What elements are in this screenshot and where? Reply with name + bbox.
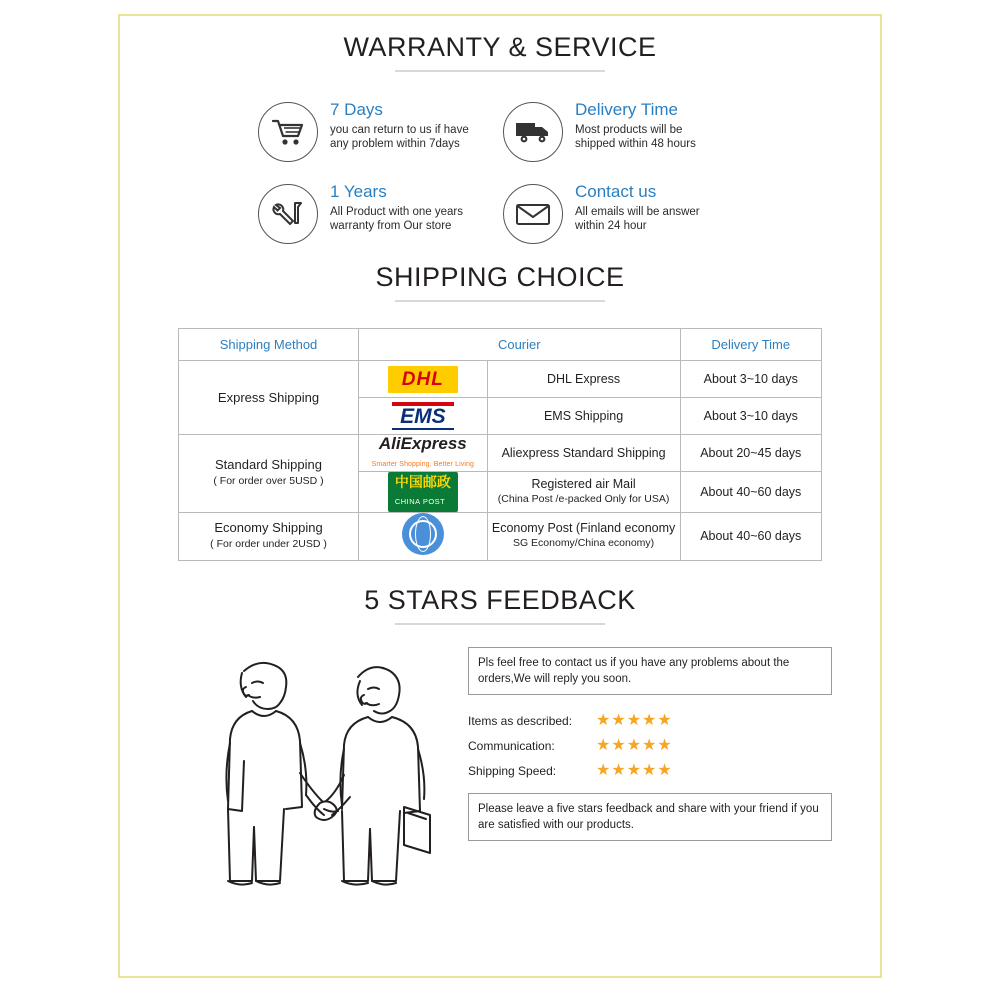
ems-logo: EMS bbox=[392, 402, 454, 430]
warranty-item-head: Contact us bbox=[575, 182, 657, 201]
warranty-row bbox=[258, 180, 882, 244]
cell-time: About 3~10 days bbox=[680, 398, 821, 435]
shipping-title: SHIPPING CHOICE bbox=[375, 262, 625, 292]
aliexpress-logo-text: AliExpress bbox=[378, 434, 467, 454]
warranty-item-head: 7 Days bbox=[330, 100, 383, 119]
china-post-logo bbox=[388, 472, 458, 512]
col-header-time: Delivery Time bbox=[680, 329, 821, 361]
feedback-right bbox=[458, 647, 832, 902]
col-header-courier: Courier bbox=[359, 329, 680, 361]
col-header-method: Shipping Method bbox=[179, 329, 359, 361]
cell-method-main: Standard Shipping bbox=[215, 457, 322, 473]
cell-courier: Aliexpress Standard Shipping bbox=[487, 435, 680, 472]
rating-label: Communication: bbox=[468, 738, 555, 753]
rating-stars: ★★★★★ bbox=[596, 711, 673, 729]
rating-label: Shipping Speed: bbox=[468, 763, 557, 778]
aliexpress-logo bbox=[372, 435, 474, 471]
warranty-item-7days bbox=[258, 98, 503, 162]
rating-row-shipping-speed bbox=[468, 763, 832, 779]
warranty-item-contact-us bbox=[503, 180, 748, 244]
feedback-body bbox=[118, 647, 882, 902]
warranty-row bbox=[258, 98, 882, 162]
cell-logo-dhl bbox=[359, 361, 488, 398]
shipping-section bbox=[118, 262, 882, 561]
cell-logo-aliexpress bbox=[359, 435, 488, 472]
cell-time: About 3~10 days bbox=[680, 361, 821, 398]
table-row bbox=[179, 512, 822, 560]
cell-method bbox=[179, 512, 359, 560]
warranty-item-1year bbox=[258, 180, 503, 244]
page-content bbox=[118, 14, 882, 978]
rating-stars: ★★★★★ bbox=[596, 761, 673, 779]
title-divider bbox=[395, 70, 605, 72]
cell-courier bbox=[487, 472, 680, 513]
un-globe-logo bbox=[402, 513, 444, 555]
cell-time: About 40~60 days bbox=[680, 472, 821, 513]
cell-courier-main: Economy Post (Finland economy bbox=[491, 521, 676, 536]
shopping-cart-icon bbox=[258, 102, 318, 162]
handshake-illustration bbox=[208, 647, 458, 902]
cell-courier bbox=[487, 512, 680, 560]
cell-logo-un bbox=[359, 512, 488, 560]
cell-method-note: ( For order under 2USD ) bbox=[210, 538, 327, 551]
table-row bbox=[179, 361, 822, 398]
warranty-item-sub: you can return to us if have any problem within 7days bbox=[330, 124, 469, 150]
rating-row-communication bbox=[468, 738, 832, 754]
dhl-logo: DHL bbox=[388, 366, 458, 393]
cell-method: Express Shipping bbox=[179, 361, 359, 435]
cell-logo-china-post bbox=[359, 472, 488, 513]
rating-stars: ★★★★★ bbox=[596, 736, 673, 754]
warranty-item-sub: All Product with one years warranty from Our store bbox=[330, 206, 463, 232]
cell-courier-note: (China Post /e-packed Only for USA) bbox=[497, 492, 670, 505]
table-header-row bbox=[179, 329, 822, 361]
title-divider bbox=[395, 300, 605, 302]
warranty-item-sub: All emails will be answer within 24 hour bbox=[575, 206, 700, 232]
warranty-item-text bbox=[330, 98, 480, 151]
aliexpress-logo-tagline: Smarter Shopping, Better Living bbox=[371, 460, 474, 468]
tools-icon bbox=[258, 184, 318, 244]
table-row bbox=[179, 435, 822, 472]
feedback-ratings bbox=[468, 713, 832, 779]
china-post-logo-text: 中国邮政 bbox=[394, 474, 451, 490]
warranty-item-delivery-time bbox=[503, 98, 748, 162]
cell-method bbox=[179, 435, 359, 513]
cell-courier: EMS Shipping bbox=[487, 398, 680, 435]
cell-time: About 20~45 days bbox=[680, 435, 821, 472]
china-post-logo-sub: CHINA POST bbox=[394, 496, 446, 506]
warranty-item-text bbox=[575, 98, 725, 151]
cell-time: About 40~60 days bbox=[680, 512, 821, 560]
shipping-table bbox=[178, 328, 822, 561]
cell-logo-ems bbox=[359, 398, 488, 435]
delivery-truck-icon bbox=[503, 102, 563, 162]
warranty-item-head: Delivery Time bbox=[575, 100, 678, 119]
feedback-section bbox=[118, 585, 882, 902]
feedback-title: 5 STARS FEEDBACK bbox=[364, 584, 636, 615]
warranty-item-head: 1 Years bbox=[330, 182, 387, 201]
cell-method-main: Economy Shipping bbox=[214, 520, 323, 536]
envelope-icon bbox=[503, 184, 563, 244]
rating-label: Items as described: bbox=[468, 713, 573, 728]
title-divider bbox=[395, 623, 605, 625]
cell-courier: DHL Express bbox=[487, 361, 680, 398]
rating-row-items-as-described bbox=[468, 713, 832, 729]
warranty-item-sub: Most products will be shipped within 48 hours bbox=[575, 124, 696, 150]
feedback-top-note: Pls feel free to contact us if you have any problems about the orders,We will reply you soon. bbox=[468, 647, 832, 695]
warranty-item-text bbox=[575, 180, 725, 233]
warranty-grid bbox=[118, 98, 882, 244]
warranty-section bbox=[118, 14, 882, 244]
warranty-title: WARRANTY & SERVICE bbox=[343, 32, 657, 62]
cell-courier-main: Registered air Mail bbox=[531, 476, 636, 491]
feedback-bottom-note: Please leave a five stars feedback and share with your friend if you are satisfied with our products. bbox=[468, 793, 832, 841]
cell-courier-note: SG Economy/China economy) bbox=[512, 537, 655, 550]
shipping-table-wrap bbox=[118, 328, 882, 561]
warranty-item-text bbox=[330, 180, 480, 233]
cell-method-note: ( For order over 5USD ) bbox=[213, 475, 324, 488]
